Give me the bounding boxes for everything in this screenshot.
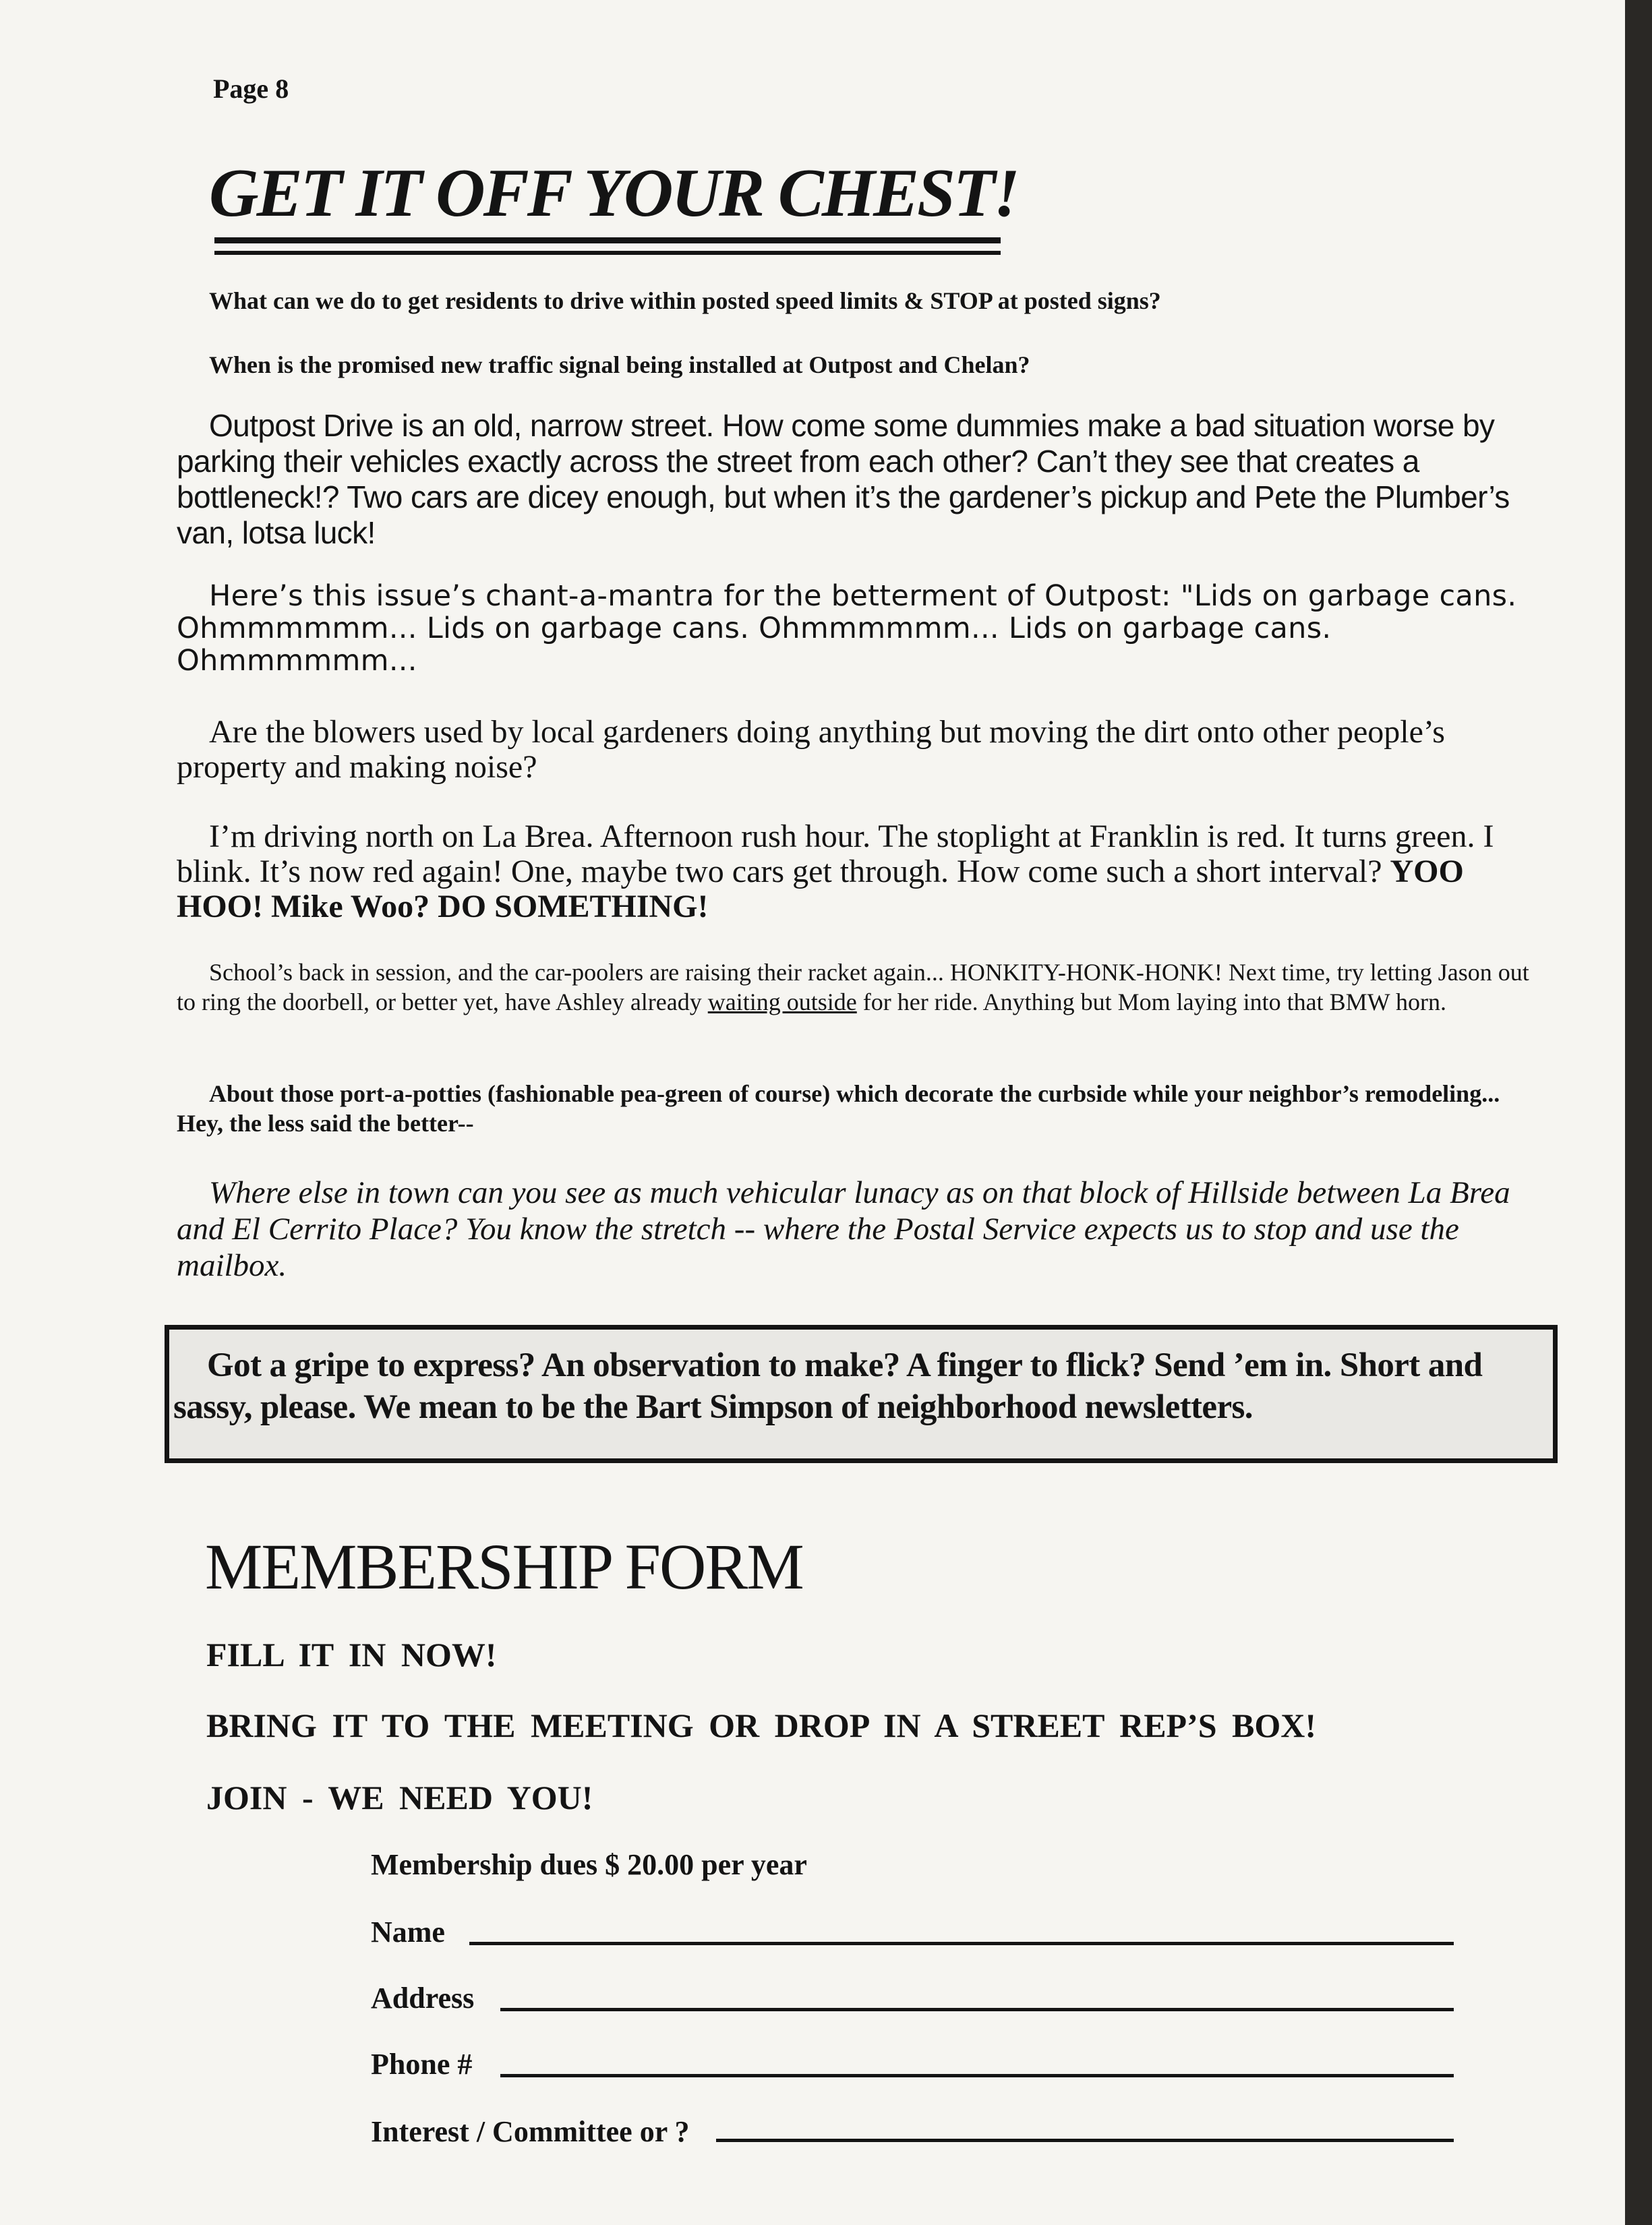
title-rule-thin (214, 251, 1001, 255)
question-speed-limits: What can we do to get residents to drive within posted speed limits & STOP at posted signs? (209, 287, 1161, 314)
la-brea-shout: YOO HOO! Mike Woo? DO SOMETHING! (177, 854, 1464, 924)
paragraph-mantra: Here’s this issue’s chant-a-mantra for the betterment of Outpost: "Lids on garbage cans. Ohmmmmmm... Lids on garbage cans. Ohmmmmmm... Lids on garbage cans. Ohmmmmmm... (177, 579, 1517, 678)
address-field-label: Address (371, 1982, 475, 2015)
paragraph-outpost-drive: Outpost Drive is an old, narrow street. How come some dummies make a bad situation worse by parking their vehicles exactly across the street from each other? Can’t they see that creates a bottleneck!? Two cars are dicey enough, but when it’s the gardener’s pickup and Pete the Plumber’s van, lotsa luck! (177, 408, 1510, 550)
membership-line-bring-it: BRING IT TO THE MEETING OR DROP IN A STREET REP’S BOX! (206, 1707, 1317, 1744)
name-field-label: Name (371, 1916, 445, 1949)
page-edge-shadow (1625, 0, 1652, 2225)
phone-field-line (500, 2074, 1454, 2077)
membership-form-title: MEMBERSHIP FORM (205, 1531, 803, 1603)
question-traffic-signal: When is the promised new traffic signal being installed at Outpost and Chelan? (209, 351, 1030, 378)
name-field-line (469, 1942, 1454, 1945)
interest-field-label: Interest / Committee or ? (371, 2115, 690, 2148)
la-brea-text: I’m driving north on La Brea. Afternoon rush hour. The stoplight at Franklin is red. It turns green. I blink. It’s now red again! One, maybe two cars get through. How come such a short interval? (177, 819, 1494, 889)
gripe-box-text: Got a gripe to express? An observation to make? A finger to flick? Send ’em in. Short and sassy, please. We mean to be the Bart Simpson of neighborhood newsletters. (173, 1346, 1483, 1426)
paragraph-school (177, 957, 1545, 1017)
interest-field-line (716, 2139, 1454, 2142)
paragraph-la-brea (177, 819, 1545, 924)
paragraph-blowers: Are the blowers used by local gardeners doing anything but moving the dirt onto other people’s property and making noise? (177, 714, 1445, 785)
school-text-b: for her ride. Anything but Mom laying into that BMW horn. (862, 988, 1446, 1015)
address-field-line (500, 2008, 1454, 2011)
title-rule-thick (214, 237, 1001, 243)
membership-line-join: JOIN - WE NEED YOU! (206, 1779, 593, 1816)
membership-line-fill-it-in: FILL IT IN NOW! (206, 1636, 497, 1673)
paragraph-port-a-potties: About those port-a-potties (fashionable pea-green of course) which decorate the curbside while your neighbor’s remodeling... Hey, the less said the better-- (177, 1080, 1500, 1137)
school-underlined: waiting outside (707, 988, 857, 1015)
section-title: GET IT OFF YOUR CHEST! (209, 155, 1018, 231)
page-number: Page 8 (213, 73, 289, 104)
phone-field-label: Phone # (371, 2048, 473, 2081)
membership-dues: Membership dues $ 20.00 per year (371, 1848, 807, 1881)
school-text-a: School’s back in session, and the car-poolers are raising their racket again... HONKITY-HONK-HONK! Next time, try letting Jason out to ring the doorbell, or better yet, have Ashley already (177, 959, 1529, 1015)
gripe-box (165, 1325, 1558, 1463)
paragraph-hillside: Where else in town can you see as much vehicular lunacy as on that block of Hillside between La Brea and El Cerrito Place? You know the stretch -- where the Postal Service expects us to stop and use the mailbox. (177, 1175, 1510, 1283)
